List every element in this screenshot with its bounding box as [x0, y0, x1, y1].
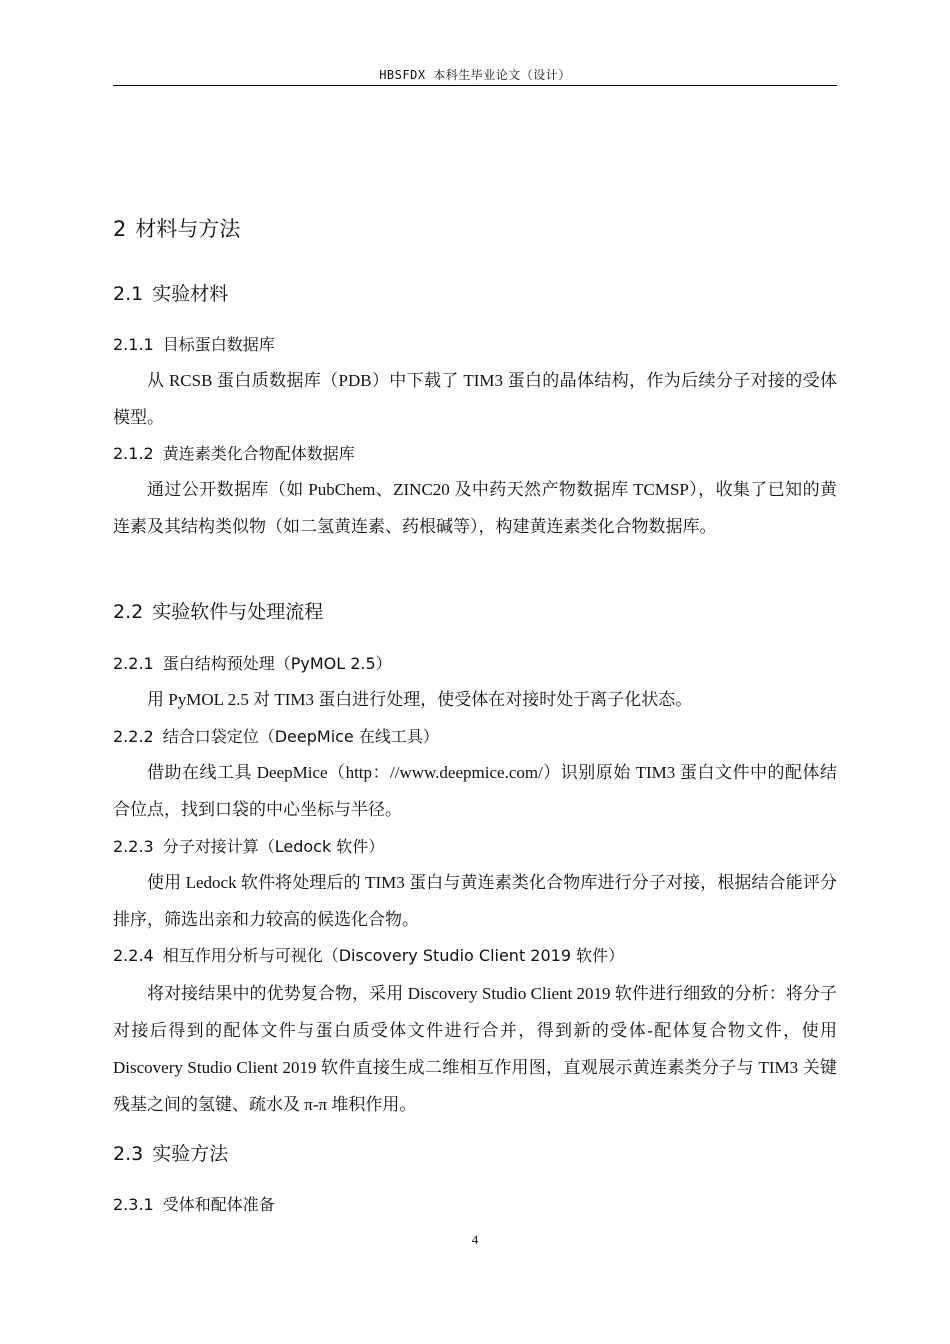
section-heading-2-3: [113, 1140, 837, 1168]
subsection-heading-2-3-1: [113, 1193, 837, 1217]
page-number: 4: [471, 1232, 479, 1247]
section-title: 实验方法: [152, 1143, 229, 1165]
subsection-number: 2.2.3: [113, 837, 154, 856]
subsection-number: 2.2.4: [113, 946, 154, 965]
subsection-number: 2.1.2: [113, 444, 154, 463]
paragraph-2-1-1: 从 RCSB 蛋白质数据库（PDB）中下载了 TIM3 蛋白的晶体结构，作为后续分子对接的受体模型。: [113, 371, 837, 427]
section-heading-2-1: [113, 280, 837, 308]
header-rule: [113, 85, 837, 86]
subsection-title: 目标蛋白数据库: [162, 335, 275, 354]
subsection-heading-2-1-2: [113, 442, 837, 466]
section-title: 实验软件与处理流程: [152, 601, 324, 623]
subsection-number: 2.1.1: [113, 335, 154, 354]
subsection-heading-2-2-2: [113, 725, 837, 749]
subsection-number: 2.3.1: [113, 1195, 154, 1214]
subsection-heading-2-2-1: [113, 652, 837, 676]
subsection-title: 分子对接计算（Ledock 软件）: [162, 837, 385, 856]
section-number: 2.2: [113, 601, 144, 623]
subsection-number: 2.2.2: [113, 727, 154, 746]
subsection-heading-2-2-4: [113, 944, 837, 968]
chapter-heading: [113, 214, 837, 244]
paragraph-2-2-1: 用 PyMOL 2.5 对 TIM3 蛋白进行处理，使受体在对接时处于离子化状态。: [147, 690, 693, 709]
chapter-title: 材料与方法: [135, 217, 241, 241]
paragraph-2-1-2: 通过公开数据库（如 PubChem、ZINC20 及中药天然产物数据库 TCMSP），收集了已知的黄连素及其结构类似物（如二氢黄连素、药根碱等），构建黄连素类化合物数据库。: [113, 480, 837, 536]
section-number: 2.1: [113, 283, 144, 305]
subsection-title: 蛋白结构预处理（PyMOL 2.5）: [162, 654, 392, 673]
subsection-number: 2.2.1: [113, 654, 154, 673]
paragraph-2-2-4: 将对接结果中的优势复合物，采用 Discovery Studio Client 2019 软件进行细致的分析：将分子对接后得到的配体文件与蛋白质受体文件进行合并，得到新的受体-配体复合物文件，使用 Discovery Studio Client 2019 软件直接生成二维相互作用图，直观展示黄连素类分子与 TIM3 关键残基之间的氢键、疏水及 π-π 堆积作用。: [113, 984, 837, 1114]
paragraph-2-2-2: 借助在线工具 DeepMice（http：//www.deepmice.com/）识别原始 TIM3 蛋白文件中的配体结合位点，找到口袋的中心坐标与半径。: [113, 763, 837, 819]
subsection-heading-2-1-1: [113, 333, 837, 357]
paragraph-2-2-3: 使用 Ledock 软件将处理后的 TIM3 蛋白与黄连素类化合物库进行分子对接，根据结合能评分排序，筛选出亲和力较高的候选化合物。: [113, 873, 837, 929]
section-title: 实验材料: [152, 283, 229, 305]
subsection-title: 结合口袋定位（DeepMice 在线工具）: [162, 727, 439, 746]
subsection-heading-2-2-3: [113, 835, 837, 859]
page-header: HBSFDX 本科生毕业论文（设计）: [379, 68, 571, 82]
section-number: 2.3: [113, 1143, 144, 1165]
section-heading-2-2: [113, 598, 837, 626]
subsection-title: 黄连素类化合物配体数据库: [162, 444, 355, 463]
chapter-number: 2: [113, 217, 127, 241]
subsection-title: 相互作用分析与可视化（Discovery Studio Client 2019 软件）: [162, 946, 625, 965]
subsection-title: 受体和配体准备: [162, 1195, 275, 1214]
